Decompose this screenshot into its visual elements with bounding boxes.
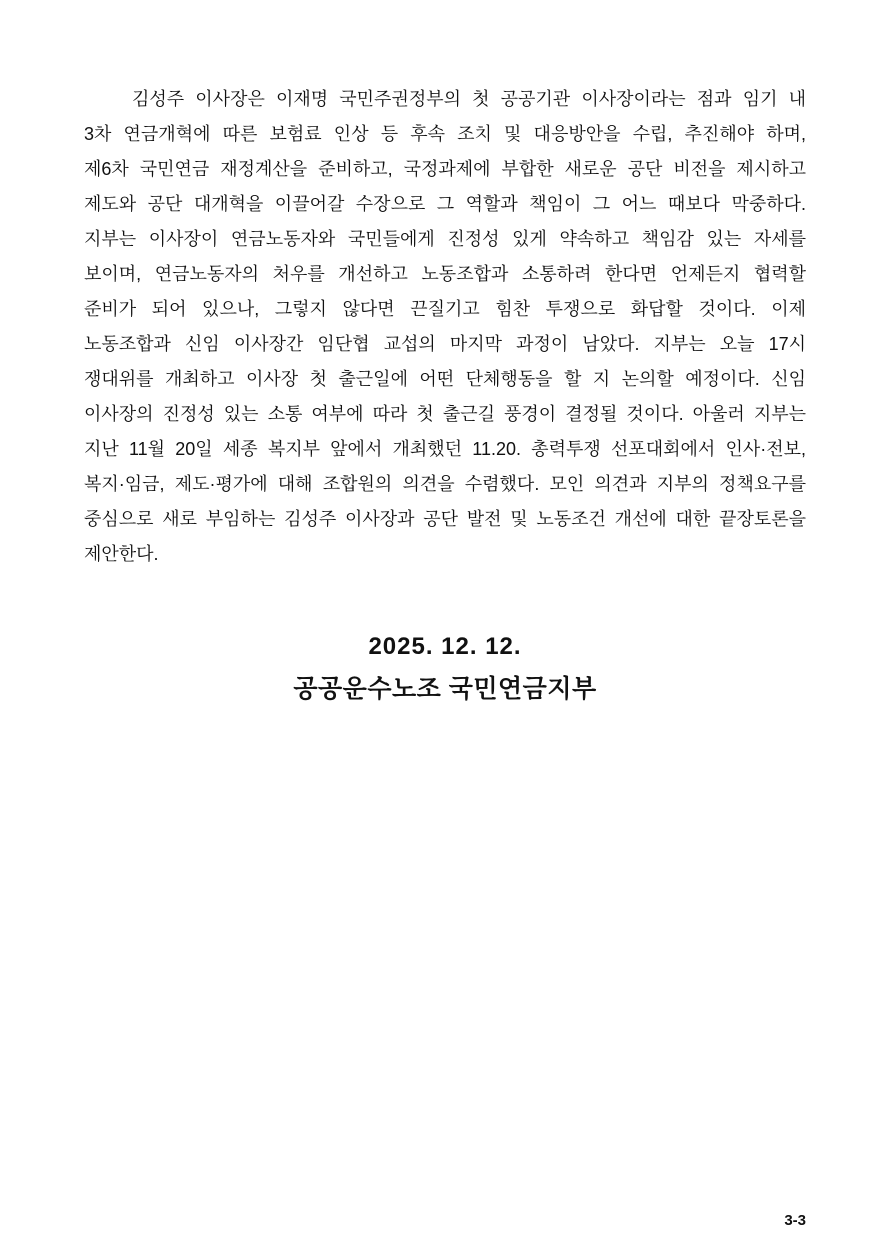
body-line: 이사장의 진정성 있는 소통 여부에 따라 첫 출근길 풍경이 결정될 것이다. 아울러 지부는 [84,404,806,424]
body-line: 제6차 국민연금 재정계산을 준비하고, 국정과제에 부합한 새로운 공단 비전을 제시하고 [84,159,806,179]
body-line: 제도와 공단 대개혁을 이끌어갈 수장으로 그 역할과 책임이 그 어느 때보다 막중하다. [84,194,806,214]
body-line: 제안한다. [84,544,159,564]
body-line: 쟁대위를 개최하고 이사장 첫 출근일에 어떤 단체행동을 할 지 논의할 예정이다. 신임 [84,369,806,389]
body-line: 준비가 되어 있으나, 그렇지 않다면 끈질기고 힘찬 투쟁으로 화답할 것이다. 이제 [84,299,806,319]
body-line: 지난 11월 20일 세종 복지부 앞에서 개최했던 11.20. 총력투쟁 선포대회에서 인사·전보, [84,439,806,459]
body-line: 보이며, 연금노동자의 처우를 개선하고 노동조합과 소통하려 한다면 언제든지 협력할 [84,264,806,284]
statement-organization: 공공운수노조 국민연금지부 [293,675,597,703]
body-line: 김성주 이사장은 이재명 국민주권정부의 첫 공공기관 이사장이라는 점과 임기 내 [132,89,806,109]
body-line: 지부는 이사장이 연금노동자와 국민들에게 진정성 있게 약속하고 책임감 있는 자세를 [84,229,806,249]
body-line: 중심으로 새로 부임하는 김성주 이사장과 공단 발전 및 노동조건 개선에 대한 끝장토론을 [84,509,806,529]
page-number: 3-3 [784,1212,806,1229]
statement-date: 2025. 12. 12. [368,633,522,660]
body-line: 3차 연금개혁에 따른 보험료 인상 등 후속 조치 및 대응방안을 수립, 추진해야 하며, [84,124,806,144]
body-line: 복지·임금, 제도·평가에 대해 조합원의 의견을 수렴했다. 모인 의견과 지부의 정책요구를 [84,474,806,494]
body-line: 노동조합과 신임 이사장간 임단협 교섭의 마지막 과정이 남았다. 지부는 오늘 17시 [84,334,806,354]
statement-body [84,82,806,572]
